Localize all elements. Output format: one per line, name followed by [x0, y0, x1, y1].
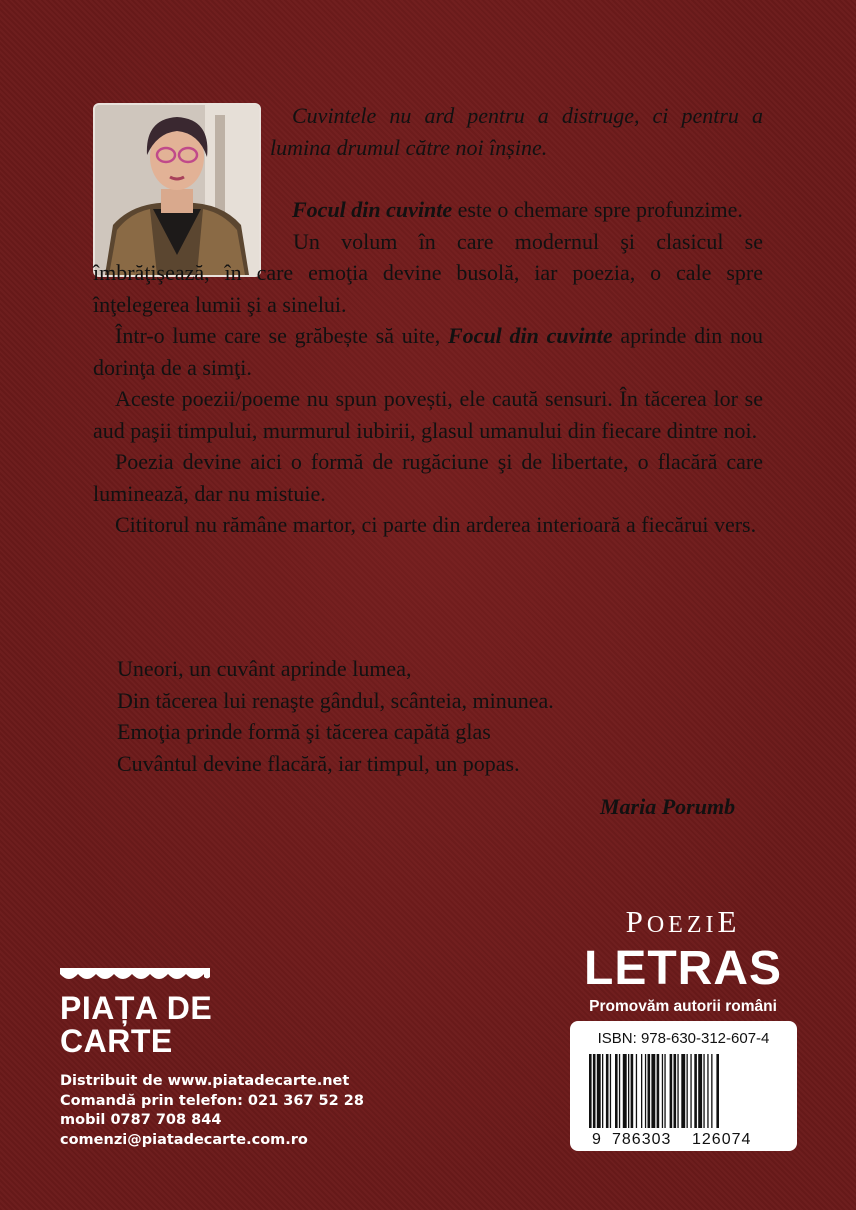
distributor-logo: [60, 968, 220, 1058]
logo-line: CARTE: [60, 1023, 173, 1059]
verse-line: Cuvântul devine flacără, iar timpul, un popas.: [117, 750, 520, 776]
book-title-mention: Focul din cuvinte: [292, 197, 453, 222]
paragraph: Cititorul nu rămâne martor, ci parte din arderea interioară a fiecărui vers.: [115, 512, 757, 537]
paragraph: Un volum în care modernul şi clasicul se îmbrăţişează, în care emoţia devine busolă, iar poezia, o cale spre înţelegerea lumii şi a sinelui.: [93, 228, 763, 317]
isbn-label: ISBN: 978-630-312-607-4: [597, 1030, 770, 1047]
description-text: [93, 100, 763, 541]
paragraph: Într-o lume care se grăbește să uite, Focul din cuvinte aprinde din nou dorinţa de a simţi.: [93, 323, 763, 380]
paragraph: Poezia devine aici o formă de rugăciune şi de libertate, o flacără care luminează, dar nu mistuie.: [93, 449, 763, 506]
logo-line: PIAȚA DE: [60, 990, 213, 1026]
publisher-tagline: Promovăm autorii români: [589, 998, 777, 1015]
mobile-phone: mobil 0787 708 844: [60, 1112, 222, 1128]
distributor-website[interactable]: Distribuit de www.piatadecarte.net: [60, 1073, 350, 1089]
verse-stanza: [117, 653, 554, 779]
opening-quote: Cuvintele nu ard pentru a distruge, ci pentru a lumina drumul către noi înșine.: [270, 103, 763, 160]
publisher-block: [568, 905, 798, 1016]
paragraph: Focul din cuvinte este o chemare spre profunzime.: [292, 197, 743, 222]
distributor-info: [60, 1072, 364, 1150]
barcode-bars: [583, 1054, 784, 1134]
paragraph: Aceste poezii/poeme nu spun povești, ele caută sensuri. În tăcerea lor se aud paşii timpului, murmurul iubirii, glasul umanului din fiecare dintre noi.: [93, 386, 763, 443]
order-phone: Comandă prin telefon: 021 367 52 28: [60, 1092, 364, 1109]
verse-line: Uneori, un cuvânt aprinde lumea,: [117, 656, 412, 681]
isbn-barcode: ISBN: 978-630-312-607-4 9 786303 126074: [570, 1021, 797, 1151]
verse-line: Emoţia prinde formă şi tăcerea capătă glas: [117, 719, 491, 744]
author-name: Maria Porumb: [600, 794, 736, 819]
series-name: POEZIE: [625, 904, 741, 939]
book-title-mention: Focul din cuvinte: [448, 323, 613, 348]
awning-icon: [60, 968, 210, 984]
order-email[interactable]: comenzi@piatadecarte.com.ro: [60, 1131, 308, 1148]
verse-line: Din tăcerea lui renaşte gândul, scânteia, minunea.: [117, 687, 554, 713]
publisher-logo: LETRAS: [584, 942, 782, 995]
